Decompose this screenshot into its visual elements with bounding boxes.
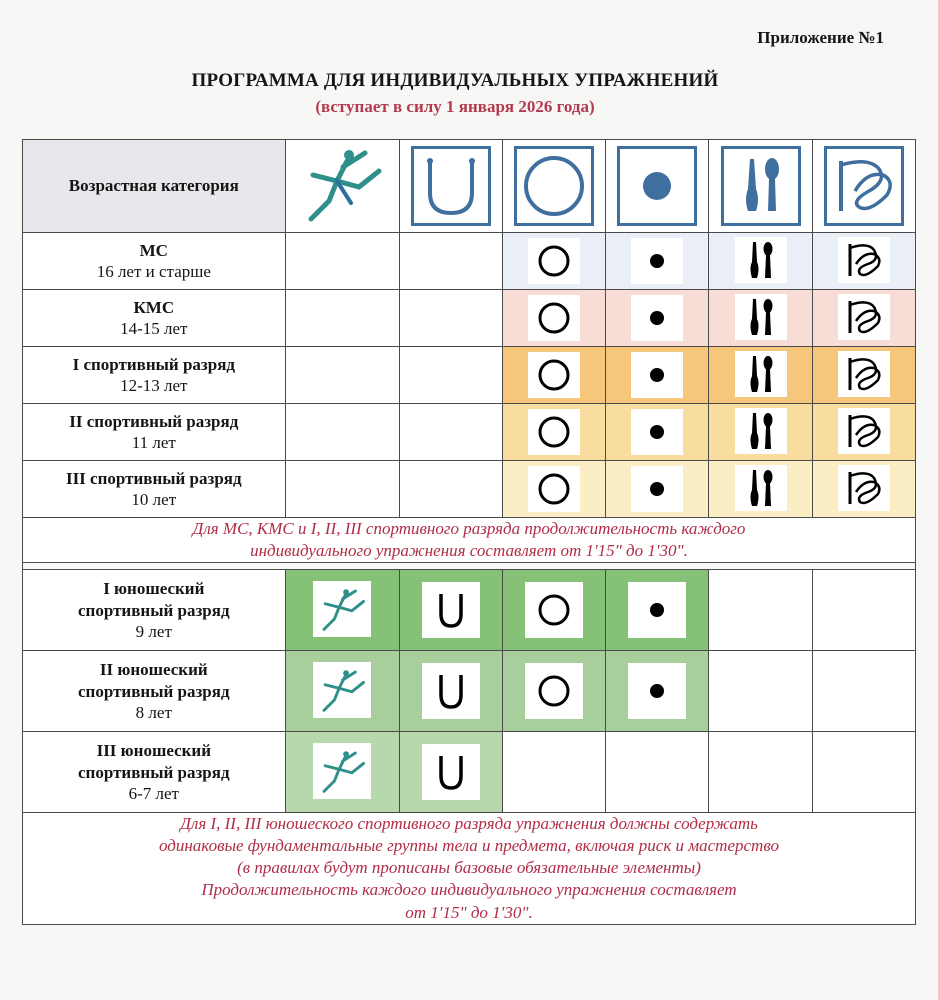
category-title: КМС — [133, 297, 175, 317]
category-age: 10 лет — [131, 490, 177, 509]
ribbon-icon — [844, 297, 884, 337]
clubs-icon — [726, 151, 796, 221]
senior-note-row — [23, 518, 916, 563]
category-age: 9 лет — [135, 621, 172, 641]
clubs-icon — [743, 354, 779, 394]
header-ribbon — [812, 140, 915, 233]
hoop-icon — [536, 414, 572, 450]
rope-icon — [433, 671, 469, 711]
clubs-icon — [743, 240, 779, 280]
category-title: I спортивный разряд — [72, 354, 235, 374]
page-subtitle: (вступает в силу 1 января 2026 года) — [315, 97, 595, 116]
hoop-icon — [536, 471, 572, 507]
header-rope — [399, 140, 502, 233]
page-title: ПРОГРАММА ДЛЯ ИНДИВИДУАЛЬНЫХ УПРАЖНЕНИЙ — [191, 70, 719, 91]
category-title: МС — [139, 240, 168, 260]
ribbon-icon — [844, 240, 884, 280]
category-title: III юношеский — [96, 741, 211, 761]
hoop-icon — [536, 592, 572, 628]
ball-icon — [639, 414, 675, 450]
table-row — [23, 461, 916, 518]
ribbon-icon — [829, 151, 899, 221]
senior-note: Для МС, КМС и I, II, III спортивного разряда продолжительность каждого индивидуального упражнения составляет от 1'15" до 1'30". — [23, 518, 916, 563]
header-clubs — [709, 140, 812, 233]
no-apparatus-gymnast-icon — [317, 746, 367, 796]
table-row: II юношеский спортивный разряд 8 лет — [23, 651, 916, 732]
hoop-icon — [519, 151, 589, 221]
category-age: 12-13 лет — [120, 376, 188, 395]
hoop-icon — [536, 673, 572, 709]
appendix-label: Приложение №1 — [757, 28, 884, 47]
clubs-icon — [743, 411, 779, 451]
junior-note-row — [23, 813, 916, 924]
ball-icon — [639, 471, 675, 507]
ribbon-icon — [844, 468, 884, 508]
ball-icon — [639, 243, 675, 279]
category-age: 11 лет — [131, 433, 176, 452]
category-age: 8 лет — [135, 702, 172, 722]
rope-icon — [433, 590, 469, 630]
category-title: III спортивный разряд — [65, 468, 242, 488]
ball-icon — [639, 673, 675, 709]
header-ball — [606, 140, 709, 233]
header-no-apparatus — [285, 140, 399, 233]
category-header: Возрастная категория — [23, 140, 286, 233]
ball-icon — [639, 357, 675, 393]
clubs-icon — [743, 468, 779, 508]
junior-note: Для I, II, III юношеского спортивного разряда упражнения должны содержать одинаковые фундаментальные группы тела и предмета, включая риск и мастерство (в правилах будут прописаны базовые обязательные элементы) Продолжительность каждого индивидуального упражнения составляет от 1'15" до 1'30". — [23, 813, 916, 924]
table-row — [23, 347, 916, 404]
ball-icon — [622, 151, 692, 221]
table-header-row — [23, 140, 916, 233]
no-apparatus-gymnast-icon — [299, 141, 385, 227]
category-title: II спортивный разряд — [69, 411, 239, 431]
header-hoop — [503, 140, 606, 233]
category-title: II юношеский — [99, 660, 208, 680]
ball-icon — [639, 592, 675, 628]
table-row — [23, 233, 916, 290]
table-row — [23, 404, 916, 461]
rope-icon — [416, 151, 486, 221]
hoop-icon — [536, 300, 572, 336]
table-row — [23, 290, 916, 347]
category-age: 6-7 лет — [128, 783, 179, 803]
category-title: I юношеский — [103, 579, 205, 599]
clubs-icon — [743, 297, 779, 337]
ribbon-icon — [844, 354, 884, 394]
no-apparatus-gymnast-icon — [317, 584, 367, 634]
ribbon-icon — [844, 411, 884, 451]
table-row: I юношеский спортивный разряд 9 лет — [23, 570, 916, 651]
table-row: III юношеский спортивный разряд 6-7 лет — [23, 732, 916, 813]
hoop-icon — [536, 243, 572, 279]
hoop-icon — [536, 357, 572, 393]
ball-icon — [639, 300, 675, 336]
rope-icon — [433, 752, 469, 792]
no-apparatus-gymnast-icon — [317, 665, 367, 715]
category-age: 14-15 лет — [120, 319, 188, 338]
program-table — [22, 139, 916, 925]
category-age: 16 лет и старше — [96, 262, 211, 281]
